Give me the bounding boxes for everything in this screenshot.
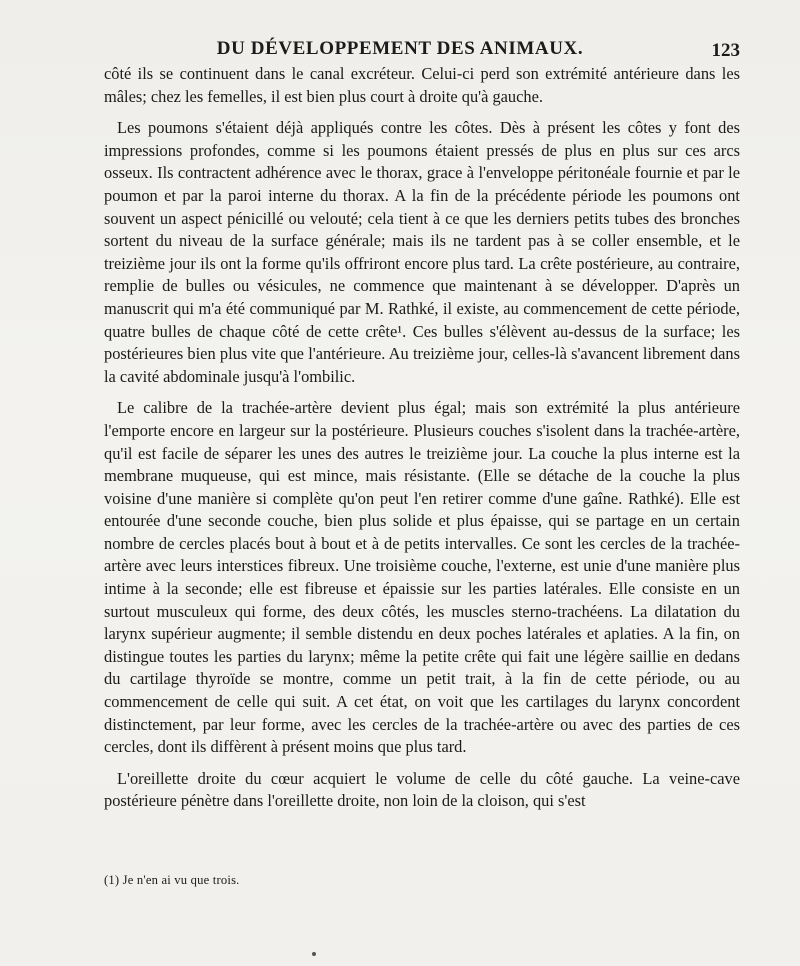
footnote: (1) Je n'en ai vu que trois. (104, 873, 240, 887)
printer-mark (312, 952, 316, 956)
paragraph: L'oreillette droite du cœur acquiert le volume de celle du côté gauche. La veine-cave postérieure pénètre dans l'oreillette droite, non loin de la cloison, qui s'est (104, 768, 740, 811)
paragraph: Les poumons s'étaient déjà appliqués contre les côtes. Dès à présent les côtes y font des impressions profondes, comme si les poumons étaient pressés de plus en plus sur ces arcs osseux. Ils contractent adhérence avec le thorax, grace à l'enveloppe péritonéale fournie et par le poumon et par la paroi interne du thorax. A la fin de la précédente période les poumons ont souvent un aspect pénicillé ou velouté; cela tient à ce que les derniers petits tubes des bronches sortent du niveau de la surface générale; mais ils ne tardent pas à se coller ensemble, et le treizième jour ils ont la forme qu'ils offriront encore plus tard. La crête postérieure, au contraire, remplie de bulles ou vésicules, ne commence que maintenant à se développer. D'après un manuscrit qui m'a été communiqué par M. Rathké, il existe, au commencement de cette période, quatre bulles de chaque côté de cette crête¹. Ces bulles s'élèvent au-dessus de la surface; les postérieures bien plus vite que l'antérieure. Au treizième jour, celles-là s'avancent librement dans la cavité abdominale jusqu'à l'ombilic. (104, 118, 740, 386)
running-header: DU DÉVELOPPEMENT DES ANIMAUX. (216, 38, 584, 59)
main-text (104, 63, 740, 822)
paragraph: côté ils se continuent dans le canal excréteur. Celui-ci perd son extrémité antérieure dans les mâles; chez les femelles, il est bien plus court à droite qu'à gauche. (104, 64, 740, 106)
page-number: 123 (711, 40, 740, 61)
paragraph: Le calibre de la trachée-artère devient plus égal; mais son extrémité la plus antérieure l'emporte encore en largeur sur la postérieure. Plusieurs couches s'isolent dans la trachée-artère, qu'il est facile de séparer les unes des autres le treizième jour. La couche la plus interne est la membrane muqueuse, qui est mince, mais résistante. (Elle se détache de la couche la plus voisine d'une manière si complète qu'on peut l'en retirer comme d'une gaîne. Rathké). Elle est entourée d'une seconde couche, bien plus solide et plus épaisse, qui se partage en un certain nombre de cercles placés bout à bout et à de petits intervalles. Ce sont les cercles de la trachée-artère avec leurs interstices fibreux. Une troisième couche, l'externe, est unie d'une manière plus intime à la seconde; elle est fibreuse et épaissie sur les parties latérales. Elle consiste en un surtout musculeux qui forme, des deux côtés, les muscles sterno-trachéens. La dilatation du larynx supérieur augmente; il semble distendu en deux poches latérales et aplaties. A la fin, on distingue toutes les parties du larynx; même la petite crête qui fait une légère saillie en dedans du cartilage thyroïde se montre, comme un petit trait, à la fin de cette période, ou au commencement de celle qui suit. A cet état, on voit que les cartilages du larynx concordent distinctement, par leur forme, avec les cercles de la trachée-artère ou avec des parties de ces cercles, dont ils diffèrent à présent moins que plus tard. (104, 398, 740, 757)
